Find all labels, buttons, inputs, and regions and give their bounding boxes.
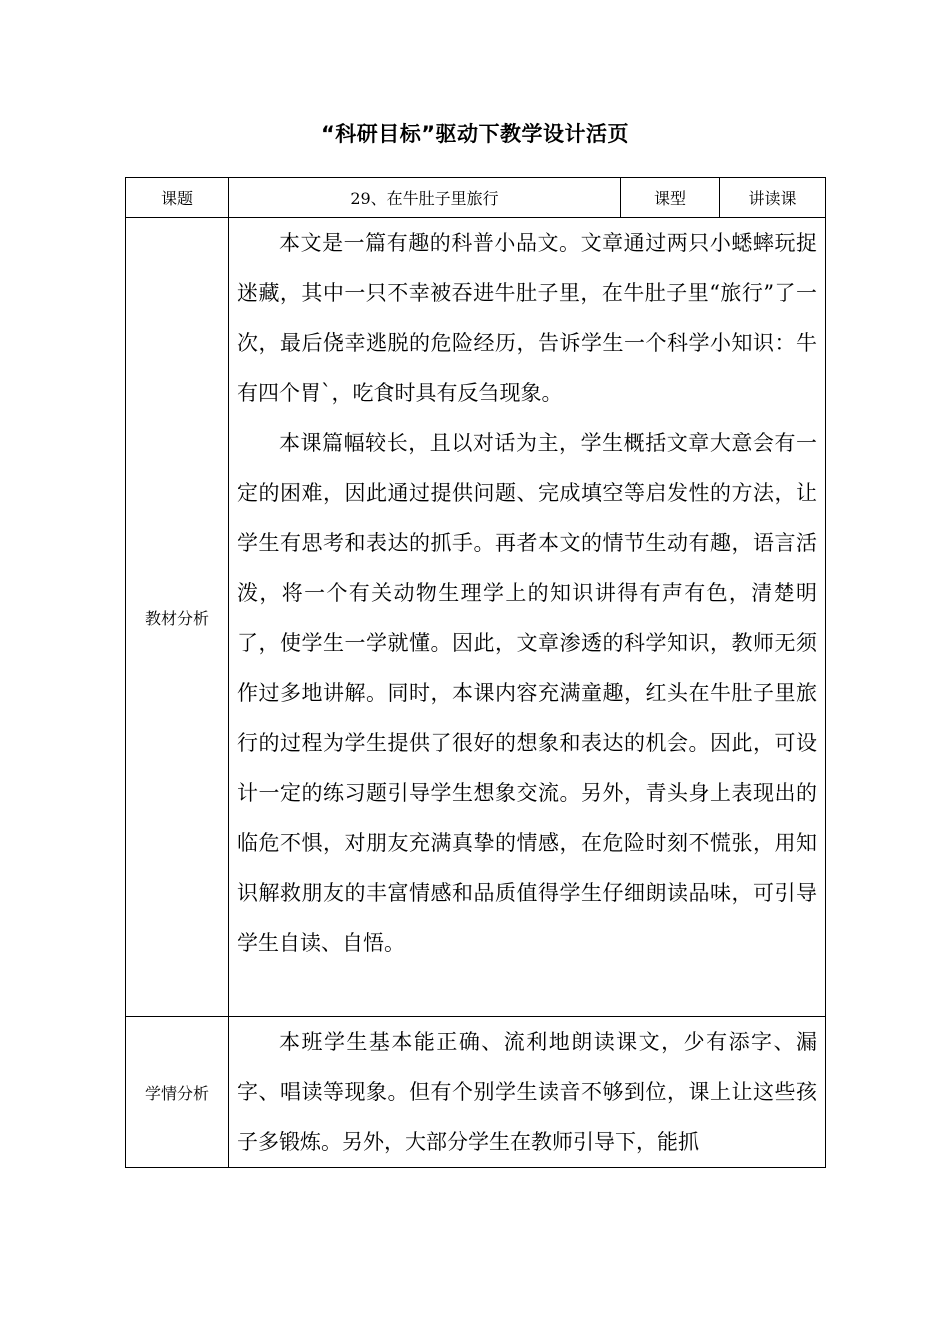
- page-title: “科研目标”驱动下教学设计活页: [320, 122, 630, 146]
- material-analysis-content: [229, 218, 826, 1017]
- material-analysis-row: [126, 218, 826, 1017]
- lesson-type-value: 讲读课: [720, 178, 826, 218]
- student-analysis-content: [229, 1017, 826, 1168]
- lesson-plan-table: [125, 177, 826, 1168]
- header-row: [126, 178, 826, 218]
- material-paragraph-1: 本文是一篇有趣的科普小品文。文章通过两只小蟋蟀玩捉迷藏，其中一只不幸被吞进牛肚子里，在牛肚子里“旅行”了一次，最后侥幸逃脱的危险经历，告诉学生一个科学小知识：牛有四个胃`，吃食时具有反刍现象。: [237, 231, 817, 405]
- lesson-type-label: 课型: [621, 178, 720, 218]
- student-paragraph-1: 本班学生基本能正确、流利地朗读课文，少有添字、漏字、唱读等现象。但有个别学生读音不够到位，课上让这些孩子多锻炼。另外，大部分学生在教师引导下，能抓: [237, 1030, 817, 1154]
- topic-value: 29、在牛肚子里旅行: [229, 178, 621, 218]
- material-paragraph-2: 本课篇幅较长，且以对话为主，学生概括文章大意会有一定的困难，因此通过提供问题、完成填空等启发性的方法，让学生有思考和表达的抓手。再者本文的情节生动有趣，语言活泼，将一个有关动物生理学上的知识讲得有声有色，清楚明了，使学生一学就懂。因此，文章渗透的科学知识，教师无须作过多地讲解。同时，本课内容充满童趣，红头在牛肚子里旅行的过程为学生提供了很好的想象和表达的机会。因此，可设计一定的练习题引导学生想象交流。另外，青头身上表现出的临危不惧，对朋友充满真挚的情感，在危险时刻不慌张，用知识解救朋友的丰富情感和品质值得学生仔细朗读品味，可引导学生自读、自悟。: [237, 431, 817, 955]
- material-analysis-label: 教材分析: [126, 218, 229, 1017]
- student-analysis-row: [126, 1017, 826, 1168]
- topic-label: 课题: [126, 178, 229, 218]
- student-analysis-label: 学情分析: [126, 1017, 229, 1168]
